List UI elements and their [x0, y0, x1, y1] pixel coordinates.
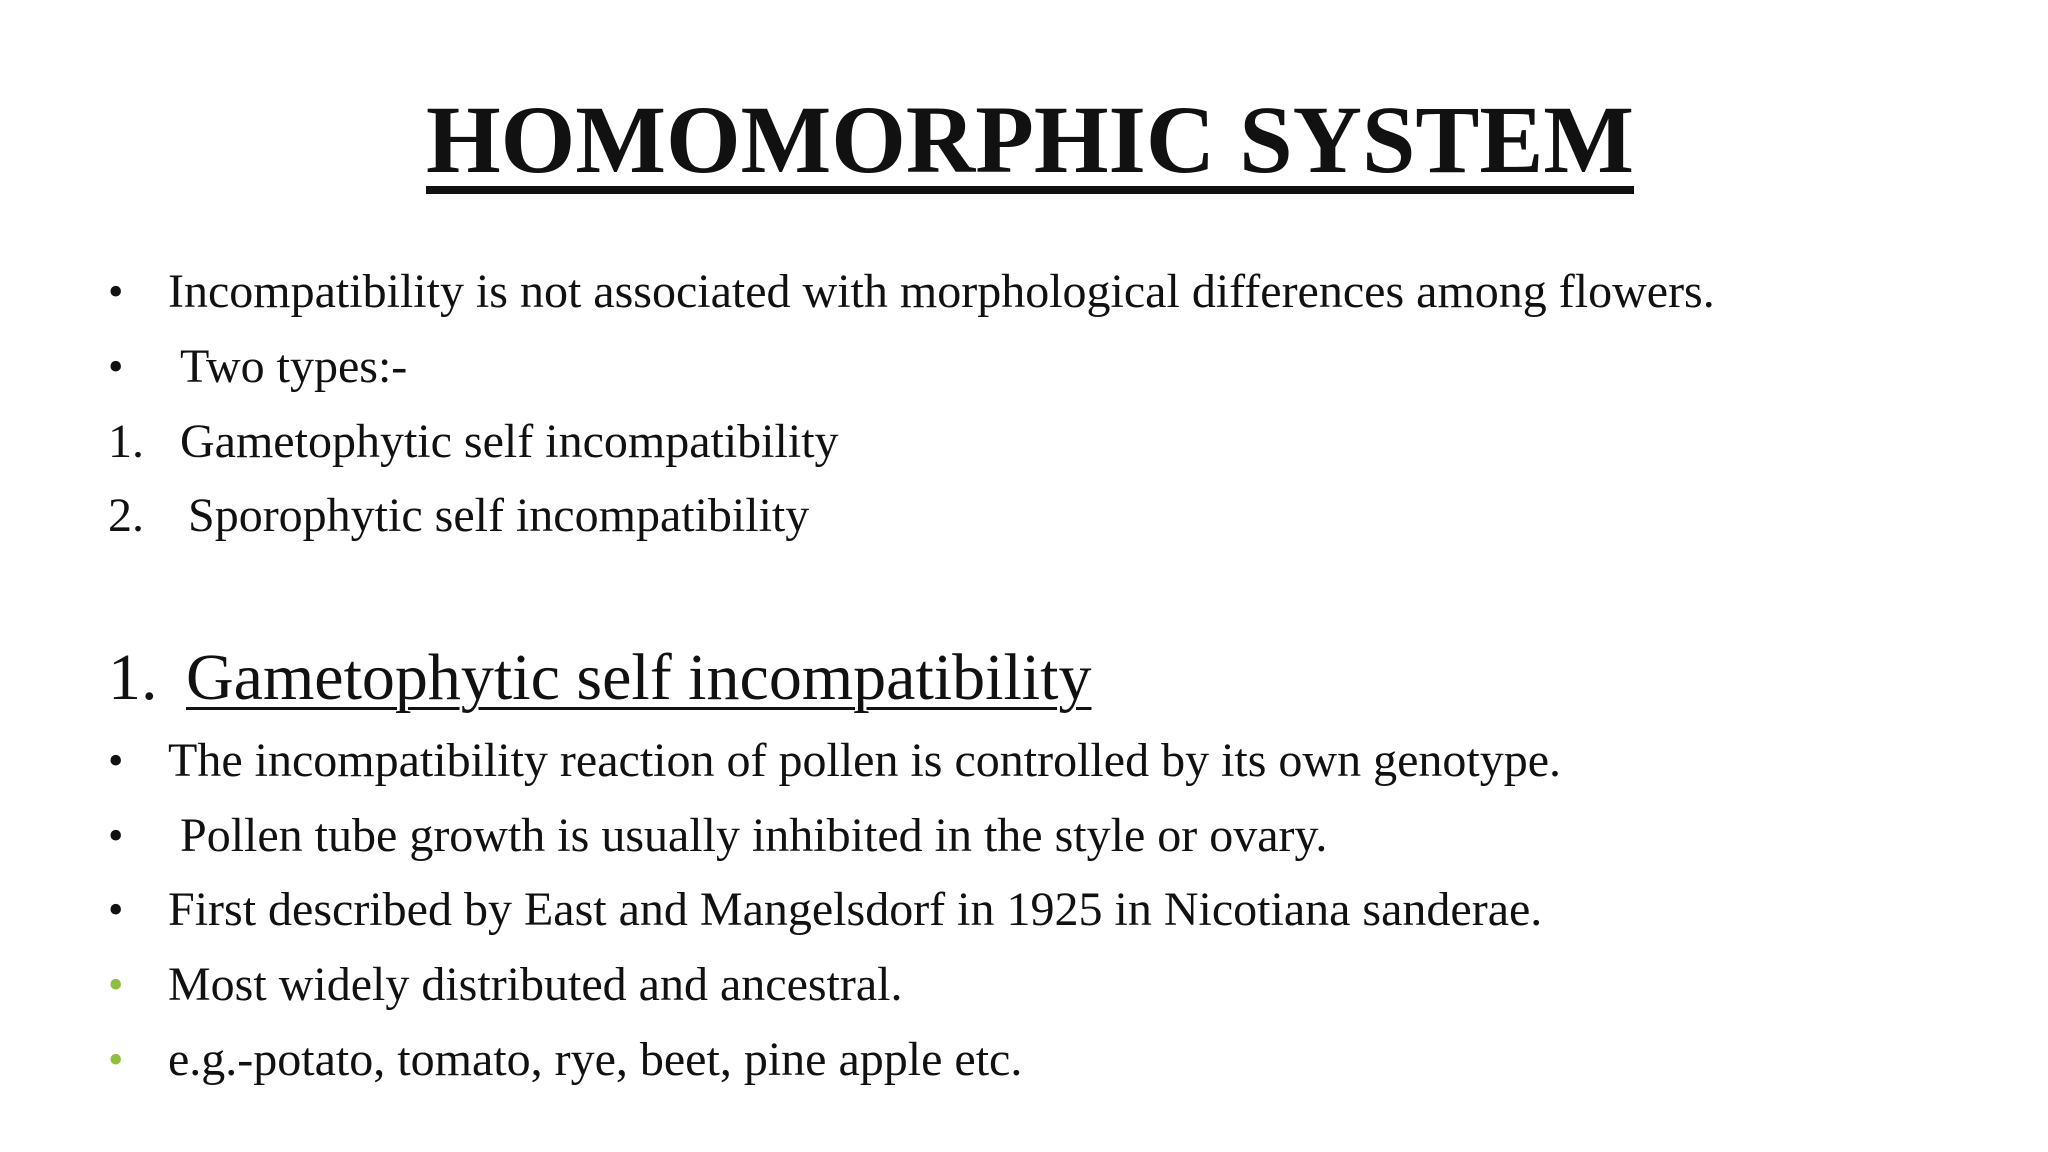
- intro-item-text: Sporophytic self incompatibility: [188, 489, 810, 542]
- section-item-text: The incompatibility reaction of pollen is controlled by its own genotype.: [168, 734, 1562, 787]
- intro-item-text: Incompatibility is not associated with morphological differences among flowers.: [168, 265, 1715, 318]
- green-bullet-marker: •: [108, 1035, 124, 1084]
- section-item-text: First described by East and Mangelsdorf in 1925 in Nicotiana sanderae.: [168, 883, 1543, 936]
- bullet-marker: •: [108, 267, 124, 316]
- section-heading-text: Gametophytic self incompatibility: [186, 641, 1092, 714]
- bullet-marker: •: [108, 736, 124, 785]
- section-item-text: Most widely distributed and ancestral.: [168, 958, 903, 1011]
- intro-item-text: Gametophytic self incompatibility: [180, 415, 839, 468]
- section-item-text: Pollen tube growth is usually inhibited in the style or ovary.: [180, 809, 1328, 862]
- slide-title: [0, 86, 2048, 193]
- number-marker: 2.: [108, 489, 144, 542]
- intro-item-text: Two types:-: [180, 340, 408, 393]
- green-bullet-marker: •: [108, 960, 124, 1009]
- bullet-marker: •: [108, 885, 124, 934]
- slide-title-text: HOMOMORPHIC SYSTEM: [425, 86, 1634, 193]
- bullet-marker: •: [108, 811, 124, 860]
- section-item-text: e.g.-potato, tomato, rye, beet, pine apple etc.: [168, 1033, 1023, 1086]
- bullet-marker: •: [108, 342, 124, 391]
- number-marker: 1.: [108, 415, 144, 468]
- section-number: 1.: [108, 641, 158, 714]
